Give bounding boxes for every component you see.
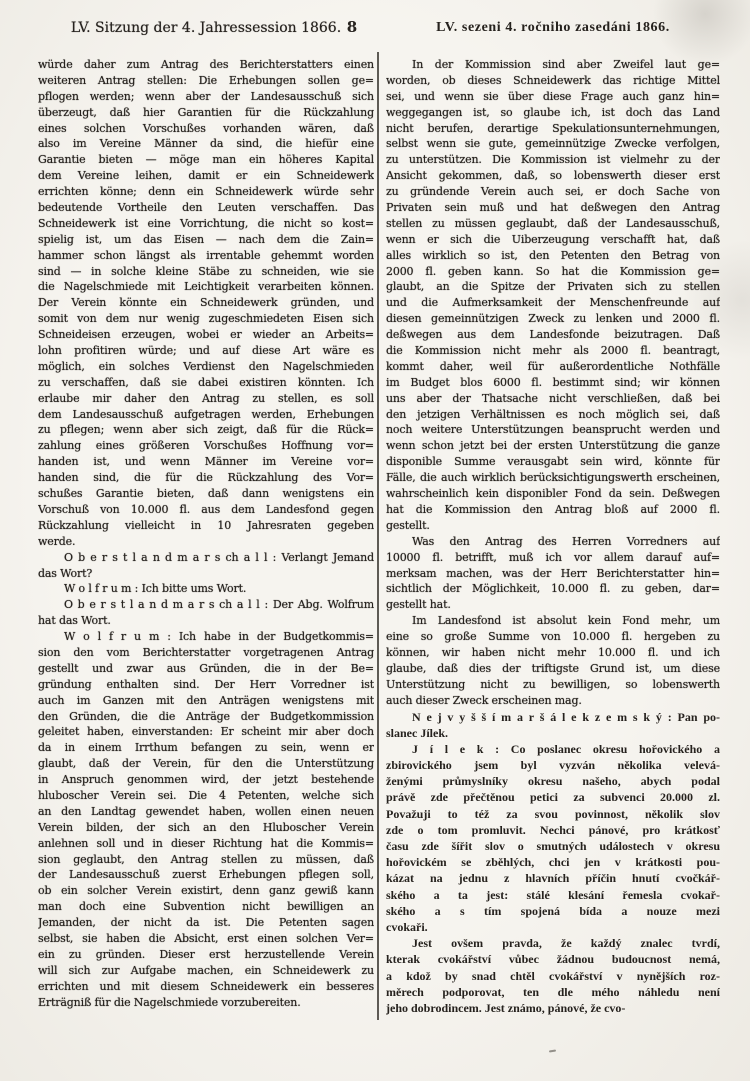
text-line: zu unterstützen. Die Kommission ist vielmehr zu der: [386, 153, 720, 167]
text-line: 2000 fl. geben kann. So hat die Kommission ge=: [386, 264, 720, 278]
text-line: Verein bilden, der sich an den Hluboscher Verein: [38, 820, 374, 834]
text-line: sind — in solche kleine Stäbe zu schneiden, wie sie: [38, 264, 374, 278]
text-line: und die Aufmerksamkeit der Menschenfreunde auf: [386, 296, 720, 310]
text-line: nicht berufen, derartige Spekulationsunternehmungen,: [386, 121, 720, 135]
text-line: dem Landesausschuß aufgetragen werden, Erhebungen: [38, 407, 374, 421]
text-line: wenn schon jetzt bei der ersten Unterstützung die ganze: [386, 439, 720, 453]
text-line: glaube, daß dies der triftigste Grund ist, um diese: [386, 661, 720, 675]
text-line: hat das Wort.: [38, 614, 111, 628]
paragraph: [38, 597, 374, 629]
text-line: disponible Summe verausgabt sein wird, könnte für: [386, 455, 720, 469]
text-line: gestellt hat.: [386, 598, 451, 612]
text-line: glaubt, daß der Verein, für den die Unterstützung: [38, 757, 374, 771]
text-line: zde o tom promluvit. Nechci pánové, pro krátkosť: [386, 822, 720, 837]
text-line: die Nagelschmiede mit Leichtigkeit verarbeiten können.: [38, 280, 374, 294]
text-line: weggegangen ist, so glaube ich, ist doch das Land: [386, 105, 720, 119]
text-line: Schneidewerk ist eine Vorrichtung, die nicht so kost=: [38, 216, 374, 230]
header-title-czech: LV. sezeni 4. ročniho zasedáni 1866.: [436, 20, 670, 35]
text-line: somit von dem nur wenig zugeschmiedeten Eisen sich: [38, 312, 374, 326]
text-line: die Kommission nicht mehr als 2000 fl. beantragt,: [386, 344, 720, 358]
text-line: sichtlich der Möglichkeit, 10.000 fl. zu geben, dar=: [386, 582, 720, 596]
text-line: selbst wenn sie gute, gemeinnützige Zwecke verfolgen,: [386, 137, 720, 151]
text-line: 10000 fl. betrifft, muß ich vor allem darauf auf=: [386, 550, 720, 564]
text-line: W o l f r u m : Ich habe in der Budgetkommis=: [64, 630, 374, 644]
text-line: alles wirklich so ist, den Petenten den Betrag von: [386, 248, 720, 262]
text-line: der Landesausschuß zuerst Erhebungen pflegen soll,: [38, 868, 374, 882]
text-line: Was den Antrag des Herren Vorredners auf: [412, 534, 720, 548]
text-line: lohn profitiren würde; und auf diese Art wäre es: [38, 344, 374, 358]
text-line: ein zu gründen. Dieser erst herzustellende Verein: [38, 947, 374, 961]
text-line: Der Verein könnte ein Schneidewerk gründen, und: [38, 296, 374, 310]
text-line: zu gründende Verein auch sei, er doch Sache von: [386, 185, 720, 199]
paragraph: [38, 629, 374, 1010]
text-line: wenn er sich die Uiberzeugung verschafft hat, daß: [386, 232, 720, 246]
text-line: W o l f r u m : Ich bitte ums Wort.: [64, 582, 247, 596]
text-line: gestellt.: [386, 518, 430, 532]
text-line: auch im Ganzen mit den Anträgen wenigstens mit: [38, 693, 374, 707]
text-line: sei, und wenn sie über diese Frage auch ganz hin=: [386, 89, 720, 103]
paragraph: [386, 534, 720, 613]
text-line: das Wort?: [38, 566, 93, 580]
text-line: jeho dobrodincem. Jest známo, pánové, že cvo-: [386, 1000, 626, 1015]
text-line: diesen gemeinnützigen Zweck zu lenken und 2000 fl.: [386, 312, 720, 326]
text-line: bedeutende Vortheile den Leuten verschaffen. Das: [38, 201, 374, 215]
text-line: glaubt, an die Spitze der Privaten sich zu stellen: [386, 280, 720, 294]
text-line: zu verschaffen, daß sie dabei existiren könnten. Ich: [38, 375, 374, 389]
text-line: merksam machen, was der Herr Berichterstatter hin=: [386, 566, 720, 580]
text-line: deßwegen aus dem Landesfonde beizutragen. Daß: [386, 328, 720, 342]
text-line: Ansicht gekommen, daß, so lobenswerth dieser erst: [386, 169, 720, 183]
text-line: spielig ist, um das Eisen — nach dem die Zain=: [38, 232, 374, 246]
text-line: Jest ovšem pravda, že každý znalec tvrdí,: [412, 936, 720, 951]
text-line: also im Vereine Männer da sind, die hiefür eine: [38, 137, 374, 151]
text-line: kázat na jednu z hlavních příčin hnutí cvočkář-: [386, 871, 720, 886]
text-line: an den Landtag gewendet haben, wollen einen neuen: [38, 804, 374, 818]
text-line: eine so große Summe von 10.000 fl. hergeben zu: [386, 630, 720, 644]
text-line: wahrscheinlich kein disponibler Fond da sein. Deßwegen: [386, 487, 720, 501]
text-line: würde daher zum Antrag des Berichterstatters einen: [38, 58, 374, 71]
paragraph: [38, 550, 374, 582]
text-line: da in einem Irrthum befangen zu sein, wenn er: [38, 741, 374, 755]
text-line: handen ist, und wenn Männer im Vereine vor=: [38, 455, 374, 469]
text-line: den jetzigen Verhältnissen es noch möglich sei, daß: [386, 407, 720, 421]
text-line: času zde šířit slov o smutných událostech v okresu: [386, 839, 720, 854]
text-line: O b e r s t l a n d m a r s ch a l l : Verlangt Jemand: [64, 550, 374, 564]
text-line: O b e r s t l a n d m a r s ch a l l : Der Abg. Wolfrum: [64, 598, 374, 612]
text-line: sion den vom Berichterstatter vorgetragenen Antrag: [38, 645, 374, 659]
paragraph: [38, 581, 374, 597]
text-line: ženými průmyslníky okresu našeho, abych podal: [386, 774, 720, 789]
text-line: handen sind, die für die Rückzahlung des Vor=: [38, 471, 374, 485]
text-line: auch dieser Zweck erscheinen mag.: [386, 693, 582, 707]
text-line: ského a ta jest: stálé klesání řemesla cvokař-: [386, 887, 720, 902]
text-line: hořovickém se zběhlých, chci jen v krátkosti pou-: [386, 855, 720, 870]
text-line: hat die Kommission den Antrag bloß auf 2000 fl.: [386, 502, 720, 516]
text-line: slanec Jílek.: [386, 725, 448, 740]
text-line: errichten und mit diesem Schneidewerk ein besseres: [38, 979, 374, 993]
text-line: will sich zur Aufgabe machen, ein Schneidewerk zu: [38, 963, 374, 977]
text-line: In der Kommission sind aber Zweifel laut ge=: [412, 58, 720, 71]
text-line: sion geglaubt, den Antrag stellen zu müssen, daß: [38, 852, 374, 866]
text-line: N e j v y š š í m a r š á l e k z e m s k ý : Pan po-: [412, 709, 720, 724]
text-line: Unterstützung nicht zu bewilligen, so lobenswerth: [386, 677, 720, 691]
text-line: Rückzahlung vielleicht in 10 Jahresraten gegeben: [38, 518, 374, 532]
text-line: man doch eine Subvention nicht bewilligen an: [38, 900, 374, 914]
ink-speck: [549, 1050, 556, 1053]
text-line: cvokaři.: [386, 919, 428, 934]
text-line: können, wir haben nicht mehr 10.000 fl. und ich: [386, 645, 720, 659]
text-line: Vorschuß von 10.000 fl. aus dem Landesfond gegen: [38, 502, 374, 516]
text-line: weiteren Antrag stellen: Die Erhebungen sollen ge=: [38, 73, 374, 87]
text-line: Schneideisen erzeugen, wobei er wieder an Arbeits=: [38, 328, 374, 342]
text-line: a kdož by snad chtěl cvokářství v nynějších roz-: [386, 968, 720, 983]
text-line: pflogen werden; wenn aber der Landesausschuß sich: [38, 89, 374, 103]
text-line: uns aber der Thatsache nicht verschließen, daß bei: [386, 391, 720, 405]
text-line: kommt daher, weil für außerordentliche Nothfälle: [386, 359, 720, 373]
column-divider: [377, 52, 379, 1020]
text-line: noch weitere Unterstützungen beansprucht werden und: [386, 423, 720, 437]
text-line: kterak cvokářství vůbec žádnou budoucnost nemá,: [386, 952, 720, 967]
paragraph: [386, 57, 720, 534]
text-line: überzeugt, daß hier Garantien für die Rückzahlung: [38, 105, 374, 119]
text-line: stellen zu müssen geglaubt, daß der Landesausschuß,: [386, 216, 720, 230]
text-line: Erträgniß für die Nagelschmiede vorzubereiten.: [38, 995, 301, 1009]
text-line: schußes Garantie bieten, daß dann wenigstens ein: [38, 487, 374, 501]
paragraph: [386, 709, 720, 741]
text-line: hammer schon längst als irrentable gehemmt worden: [38, 248, 374, 262]
right-column: [386, 57, 720, 1016]
header-title-german: LV. Sitzung der 4. Jahressession 1866.: [70, 20, 342, 36]
text-line: měrech podporovat, ten dle mého náhledu není: [386, 984, 720, 999]
text-line: dem Vereine leihen, damit er ein Schneidewerk: [38, 169, 374, 183]
text-line: anlehnen soll und in dieser Richtung hat die Kommis=: [38, 836, 374, 850]
text-line: Garantie bieten — möge man ein höheres Kapital: [38, 153, 374, 167]
text-line: geleitet haben, einverstanden: Er scheint mir aber doch: [38, 725, 374, 739]
text-line: Im Landesfond ist absolut kein Fond mehr, um: [412, 614, 720, 628]
text-line: zbirovického jsem byl vyzván několika velevá-: [386, 758, 720, 773]
paragraph: [38, 57, 374, 550]
paragraph: [386, 741, 720, 935]
text-line: möglich, ein solches Verdienst den Nagelschmieden: [38, 359, 374, 373]
text-line: in Anspruch genommen wird, der jetzt bestehende: [38, 773, 374, 787]
text-line: errichten könne; denn ein Schneidewerk würde sehr: [38, 185, 374, 199]
text-line: eines solchen Vorschußes vorhanden wären, daß: [38, 121, 374, 135]
text-line: im Budget blos 6000 fl. bestimmt sind; wir können: [386, 375, 720, 389]
text-line: erlaube mir daher den Antrag zu stellen, es soll: [38, 391, 374, 405]
text-line: ského a s tím spojená bída a nouze mezi: [386, 903, 720, 918]
text-line: Fälle, die auch wirklich berücksichtigungswerth erscheinen,: [386, 471, 720, 485]
text-line: gründung enthalten sind. Der Herr Vorredner ist: [38, 677, 374, 691]
page-number: 8: [346, 18, 358, 36]
text-line: werde.: [38, 534, 76, 548]
paragraph: [386, 935, 720, 1016]
text-line: selbst, sie haben die Absicht, erst einen solchen Ver=: [38, 931, 374, 945]
text-line: Považuji to též za svou povinnost, několik slov: [386, 806, 720, 821]
text-line: zu pflegen; wenn aber sich zeigt, daß für die Rück=: [38, 423, 374, 437]
text-line: gestellt und zwar aus Gründen, die in der Be=: [38, 661, 374, 675]
text-line: Privaten sein muß und hat deßwegen den Antrag: [386, 201, 720, 215]
text-line: hluboscher Verein sei. Die 4 Petenten, welche sich: [38, 788, 374, 802]
left-column: [38, 57, 374, 1010]
text-line: worden, ob dieses Schneidewerk das richtige Mittel: [386, 73, 720, 87]
text-line: J í l e k : Co poslanec okresu hořovického a: [412, 741, 720, 756]
text-line: Jemanden, der nicht da ist. Die Petenten sagen: [38, 916, 374, 930]
text-line: zahlung eines größeren Vorschußes Hoffnung vor=: [38, 439, 374, 453]
text-line: právě zde přečtěnou petici za subvenci 20.000 zl.: [386, 790, 720, 805]
paragraph: [386, 613, 720, 708]
text-line: ob ein solcher Verein existirt, denn ganz gewiß kann: [38, 884, 374, 898]
text-line: den Gründen, die die Anträge der Budgetkommission: [38, 709, 374, 723]
